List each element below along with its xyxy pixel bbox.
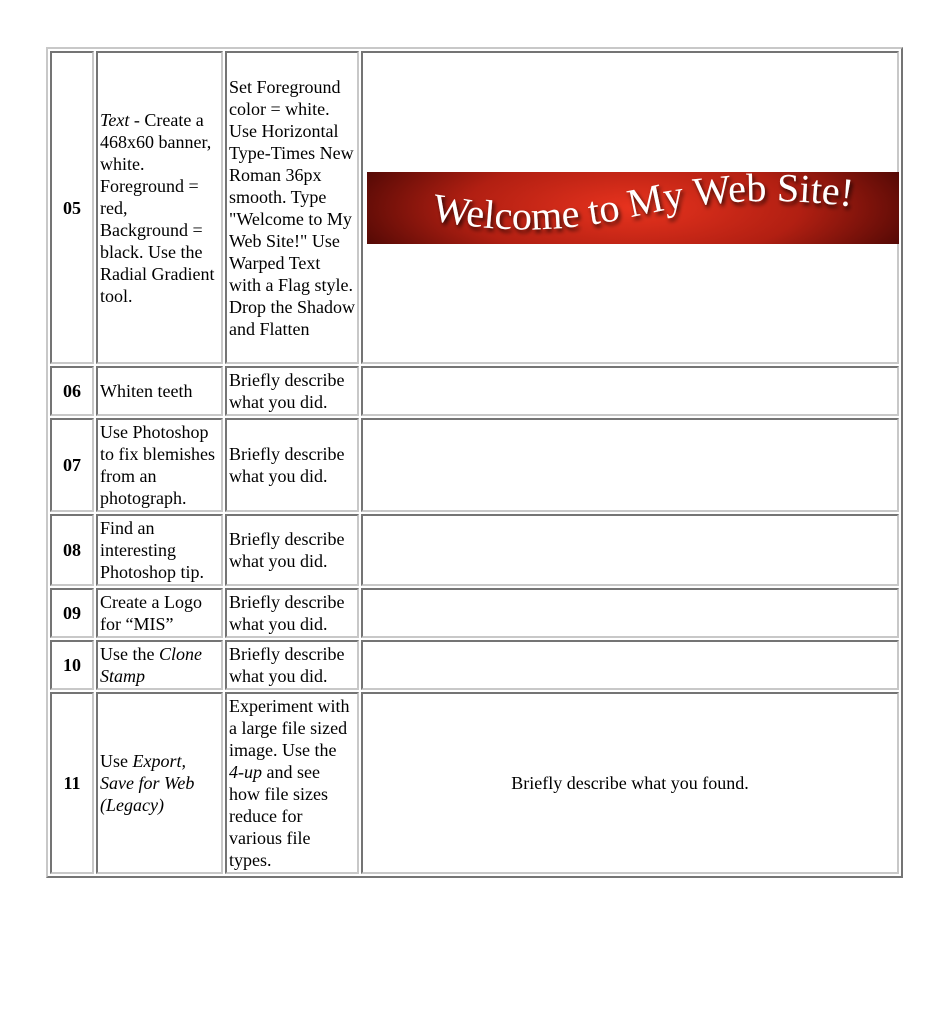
task-description: Whiten teeth [96,366,223,416]
table-row [50,514,899,586]
row-number: 05 [50,51,94,364]
instruction-text: Experiment with a large file sized image. Use the [229,696,350,760]
task-description: Create a Logo for “MIS” [96,588,223,638]
row-number: 08 [50,514,94,586]
task-description: Find an interesting Photoshop tip. [96,514,223,586]
task-instructions: Briefly describe what you did. [225,366,359,416]
instruction-text-end: and see how file sizes reduce for various file types. [229,762,328,870]
task-text: - Create a 468x60 banner, white. Foreground = red, Background = black. Use the Radial Gradient tool. [100,109,215,306]
table-row [50,51,899,364]
table-row [50,588,899,638]
row-number: 07 [50,418,94,512]
task-instructions [225,692,359,874]
task-result [361,588,899,638]
task-result [361,51,899,364]
task-emphasis: Clone Stamp [100,644,202,686]
banner-text-path: Welcome to My Web Site! [429,171,857,239]
row-number: 10 [50,640,94,690]
instruction-emphasis: 4-up [229,762,262,782]
banner-graphic [367,172,899,244]
table-row [50,366,899,416]
task-result [361,366,899,416]
task-result [361,418,899,512]
task-instructions: Briefly describe what you did. [225,588,359,638]
task-emphasis: Export, Save for Web (Legacy) [100,751,195,815]
task-instructions: Briefly describe what you did. [225,640,359,690]
table-row [50,418,899,512]
task-result [361,514,899,586]
table-row [50,692,899,874]
row-number: 06 [50,366,94,416]
task-instructions: Briefly describe what you did. [225,514,359,586]
task-result [361,640,899,690]
task-instructions: Briefly describe what you did. [225,418,359,512]
welcome-banner-image [367,172,899,244]
row-number: 09 [50,588,94,638]
banner-text [430,172,856,239]
task-text: Use [100,751,133,771]
task-description: Use Photoshop to fix blemishes from an photograph. [96,418,223,512]
task-description [96,692,223,874]
task-description [96,640,223,690]
table-row [50,640,899,690]
row-number: 11 [50,692,94,874]
task-description [96,51,223,364]
task-emphasis: Text [100,109,130,130]
task-text: Use the [100,644,159,664]
task-result: Briefly describe what you found. [361,692,899,874]
task-instructions: Set Foreground color = white. Use Horizontal Type-Times New Roman 36px smooth. Type "Welcome to My Web Site!" Use Warped Text with a Flag style. Drop the Shadow and Flatten [225,51,359,364]
assignment-table [46,47,903,878]
